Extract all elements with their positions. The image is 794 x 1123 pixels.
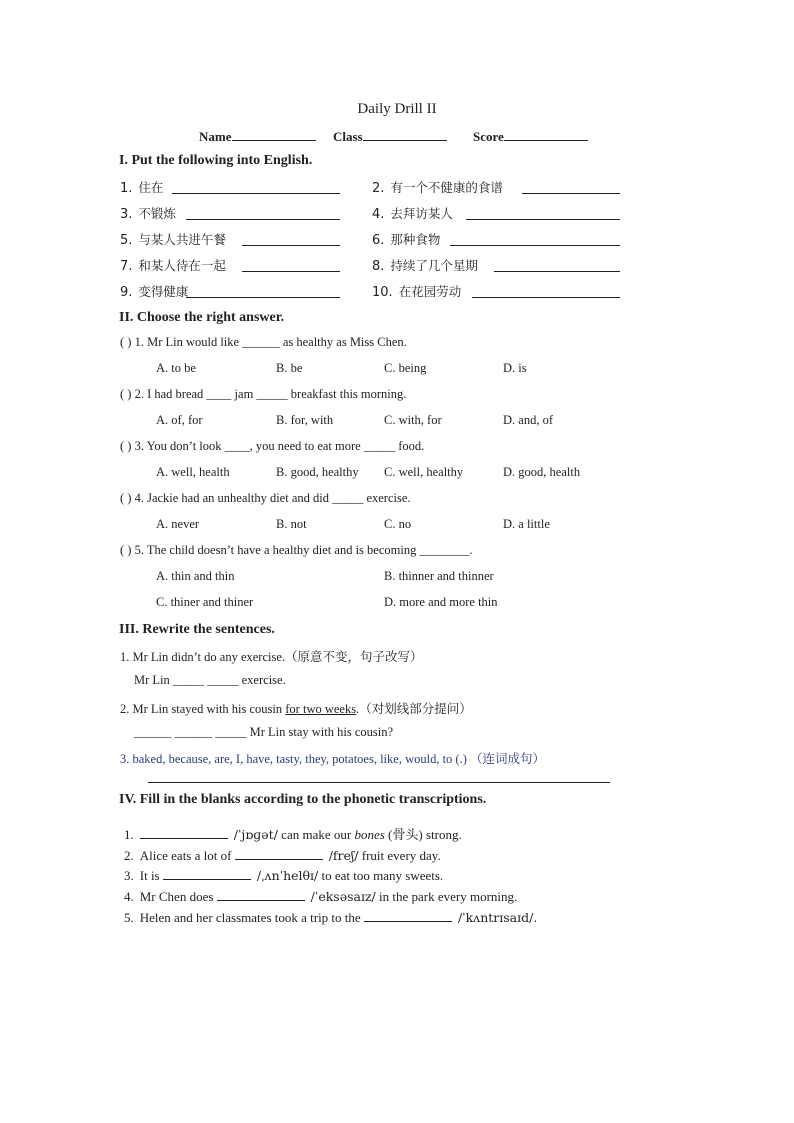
translation-item <box>120 230 226 248</box>
answer-blank[interactable] <box>522 193 620 194</box>
answer-blank[interactable] <box>163 866 251 880</box>
phonetic-fill-item <box>124 908 537 926</box>
choice-option[interactable]: B. for, with <box>276 413 334 427</box>
translation-item <box>372 282 461 300</box>
choice-question-stem: ( ) 3. You don’t look ____, you need to eat more _____ food. <box>120 439 425 453</box>
item-number: 1. <box>124 827 134 842</box>
item-number: 7. <box>120 259 133 274</box>
choice-question-stem: ( ) 1. Mr Lin would like ______ as healthy as Miss Chen. <box>120 335 407 349</box>
answer-blank[interactable] <box>186 297 340 298</box>
choice-option[interactable]: D. is <box>503 361 527 375</box>
page-title: Daily Drill II <box>357 101 437 117</box>
choice-option[interactable]: A. thin and thin <box>156 569 235 583</box>
item-chinese-phrase: 持续了几个星期 <box>390 258 478 273</box>
answer-blank[interactable] <box>186 219 340 220</box>
choice-option[interactable]: B. good, healthy <box>276 465 359 479</box>
name-label: Name <box>199 129 232 144</box>
choice-option[interactable]: A. to be <box>156 361 196 375</box>
rewrite-question-3: 3. baked, because, are, I, have, tasty, they, potatoes, like, would, to (.) （连词成句） <box>120 752 546 766</box>
item-chinese-phrase: 不锻炼 <box>138 206 176 221</box>
item-chinese-phrase: 和某人待在一起 <box>138 258 226 273</box>
choice-question-stem: ( ) 4. Jackie had an unhealthy diet and did _____ exercise. <box>120 491 411 505</box>
phonetic-fill-item <box>124 824 462 843</box>
rewrite-answer-1[interactable]: Mr Lin _____ _____ exercise. <box>134 673 286 687</box>
phonetic-transcription: /freʃ/ <box>328 848 359 863</box>
answer-blank[interactable] <box>364 908 452 922</box>
answer-blank[interactable] <box>450 245 620 246</box>
choice-option[interactable]: A. well, health <box>156 465 230 479</box>
class-label: Class <box>333 129 363 144</box>
item-number: 5. <box>124 910 134 925</box>
name-blank[interactable] <box>232 127 316 141</box>
answer-blank[interactable] <box>466 219 620 220</box>
choice-option[interactable]: C. being <box>384 361 427 375</box>
choice-option[interactable]: D. and, of <box>503 413 553 427</box>
sentence-end: fruit every day. <box>358 848 441 863</box>
item-number: 3. <box>120 207 133 222</box>
item-chinese-phrase: 与某人共进午餐 <box>138 232 226 247</box>
class-blank[interactable] <box>363 127 447 141</box>
rewrite-answer-2[interactable]: ______ ______ _____ Mr Lin stay with his cousin? <box>134 725 394 739</box>
item-chinese-phrase: 在花园劳动 <box>398 284 462 299</box>
choice-option[interactable]: C. with, for <box>384 413 442 427</box>
choice-option[interactable]: D. good, health <box>503 465 581 479</box>
phonetic-transcription: /ˈeksəsaɪz/ <box>310 889 376 904</box>
item-number: 2. <box>124 848 134 863</box>
sentence-end: can make our <box>277 827 355 842</box>
section-2-heading: II. Choose the right answer. <box>119 310 285 325</box>
section-1-heading: I. Put the following into English. <box>119 153 313 168</box>
score-blank[interactable] <box>504 127 588 141</box>
score-field[interactable] <box>473 127 588 145</box>
score-label: Score <box>473 129 504 144</box>
item-chinese-phrase: 那种食物 <box>390 232 441 247</box>
answer-blank[interactable] <box>217 887 305 901</box>
translation-item <box>120 178 163 196</box>
translation-item <box>372 230 440 248</box>
phonetic-fill-item <box>124 866 443 884</box>
choice-option[interactable]: B. be <box>276 361 303 375</box>
translation-item <box>120 204 176 222</box>
item-number: 4. <box>372 207 385 222</box>
choice-option[interactable]: B. not <box>276 517 307 531</box>
translation-item <box>120 282 188 300</box>
rewrite-question-2-pre: 2. Mr Lin stayed with his cousin <box>120 702 286 716</box>
answer-blank[interactable] <box>172 193 340 194</box>
sentence-start: Helen and her classmates took a trip to the <box>139 910 364 925</box>
choice-question-stem: ( ) 2. I had bread ____ jam _____ breakfast this morning. <box>120 387 407 401</box>
item-number: 5. <box>120 233 133 248</box>
translation-item <box>372 204 453 222</box>
item-number: 4. <box>124 889 134 904</box>
answer-blank[interactable] <box>242 245 340 246</box>
choice-option[interactable]: C. thiner and thiner <box>156 595 254 609</box>
rewrite-answer-3-line[interactable] <box>148 782 610 783</box>
section-3-heading: III. Rewrite the sentences. <box>119 622 275 637</box>
answer-blank[interactable] <box>242 271 340 272</box>
rewrite-question-1: 1. Mr Lin didn’t do any exercise.（原意不变，句子改写） <box>120 650 423 664</box>
phonetic-transcription: /ˈkʌntrɪsaɪd/. <box>457 910 538 925</box>
choice-option[interactable]: D. more and more thin <box>384 595 498 609</box>
answer-blank[interactable] <box>140 825 228 839</box>
item-chinese-phrase: 去拜访某人 <box>390 206 453 221</box>
item-chinese-phrase: 有一个不健康的食谱 <box>390 180 503 195</box>
item-number: 9. <box>120 285 133 300</box>
sentence-start: Alice eats a lot of <box>139 848 235 863</box>
class-field[interactable] <box>333 127 447 145</box>
choice-option[interactable]: C. well, healthy <box>384 465 464 479</box>
section-4-heading: IV. Fill in the blanks according to the phonetic transcriptions. <box>119 792 487 807</box>
rewrite-question-2 <box>120 699 472 717</box>
italic-word: bones <box>354 827 385 842</box>
sentence-start: It is <box>139 868 163 883</box>
sentence-end-2: (骨头) strong. <box>384 827 462 842</box>
answer-blank[interactable] <box>472 297 620 298</box>
choice-question-stem: ( ) 5. The child doesn’t have a healthy diet and is becoming ________. <box>120 543 473 557</box>
item-number: 1. <box>120 181 133 196</box>
item-number: 10. <box>372 285 393 300</box>
item-number: 8. <box>372 259 385 274</box>
answer-blank[interactable] <box>235 846 323 860</box>
sentence-end: to eat too many sweets. <box>318 868 444 883</box>
item-chinese-phrase: 住在 <box>138 180 164 195</box>
item-number: 3. <box>124 868 134 883</box>
choice-option[interactable]: A. of, for <box>156 413 203 427</box>
name-field[interactable] <box>199 127 316 145</box>
sentence-end: in the park every morning. <box>375 889 518 904</box>
choice-option[interactable]: B. thinner and thinner <box>384 569 494 583</box>
sentence-start: Mr Chen does <box>139 889 217 904</box>
rewrite-question-2-post: .（对划线部分提问） <box>356 702 472 716</box>
choice-option[interactable]: D. a little <box>503 517 550 531</box>
choice-option[interactable]: A. never <box>156 517 200 531</box>
item-number: 6. <box>372 233 385 248</box>
phonetic-transcription: /ˈjɒɡət/ <box>233 827 278 842</box>
translation-item <box>120 256 226 274</box>
choice-option[interactable]: C. no <box>384 517 412 531</box>
item-number: 2. <box>372 181 385 196</box>
rewrite-question-2-underlined: for two weeks <box>285 702 357 716</box>
phonetic-transcription: /ˌʌnˈhelθɪ/ <box>256 868 319 883</box>
translation-item <box>372 178 503 196</box>
phonetic-fill-item <box>124 887 517 905</box>
answer-blank[interactable] <box>494 271 620 272</box>
phonetic-fill-item <box>124 846 441 864</box>
translation-item <box>372 256 478 274</box>
item-chinese-phrase: 变得健康 <box>138 284 189 299</box>
